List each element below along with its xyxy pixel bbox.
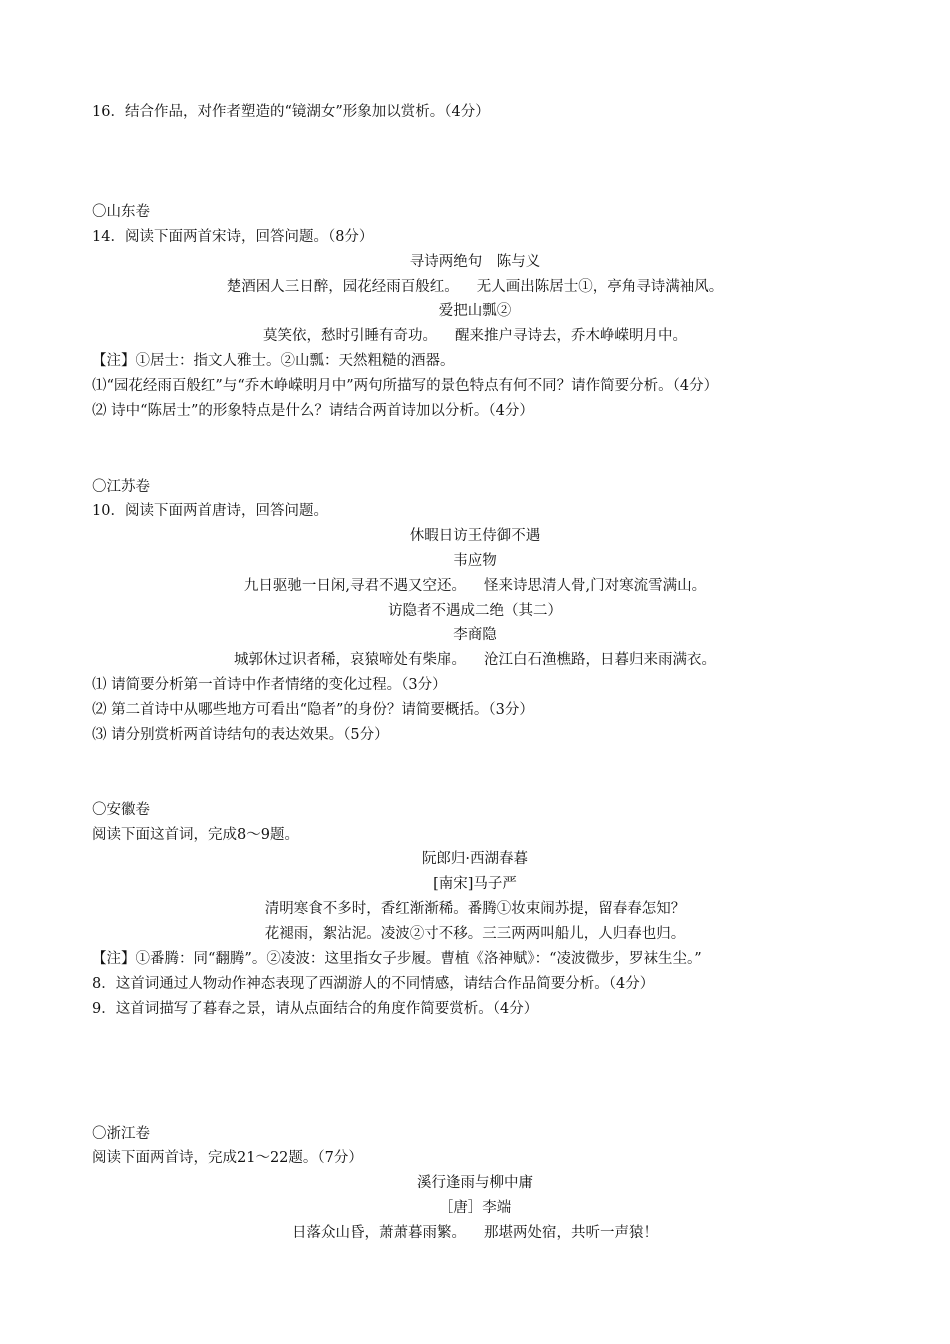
anhui-poem-title: 阮郎归·西湖春暮 [421, 851, 529, 867]
anhui-question-9: 9．这首词描写了暮春之景，请从点面结合的角度作简要赏析。（4分） [92, 1001, 539, 1017]
anhui-poem-author: [南宋]马子严 [433, 876, 517, 892]
jiangsu-question-10: 10．阅读下面两首唐诗，回答问题。 [92, 503, 328, 519]
anhui-question: 阅读下面这首词，完成8～9题。 [92, 827, 299, 843]
poem-line-a: 日落众山昏，萧萧暮雨繁。 [292, 1225, 466, 1241]
jiangsu-poem2-author: 李商隐 [453, 627, 497, 643]
jiangsu-poem2-title: 访隐者不遇成二绝（其二） [388, 603, 562, 619]
anhui-note: 【注】①番腾：同“翻腾”。②凌波：这里指女子步履。曹植《洛神赋》：“凌波微步，罗袜生尘。” [92, 951, 702, 967]
jiangsu-poem1-author: 韦应物 [453, 553, 497, 569]
poem-line-b: 沧江白石渔樵路，日暮归来雨满衣。 [484, 652, 716, 668]
zhejiang-header: 〇浙江卷 [92, 1126, 150, 1142]
zhejiang-poem-title: 溪行逢雨与柳中庸 [417, 1175, 533, 1191]
shandong-sub-question-2: ⑵ 诗中“陈居士”的形象特点是什么？请结合两首诗加以分析。（4分） [92, 403, 534, 419]
poem-line-a: 九日驱驰一日闲,寻君不遇又空还。 [243, 578, 466, 594]
jiangsu-sub-question-1: ⑴ 请简要分析第一首诗中作者情绪的变化过程。（3分） [92, 677, 447, 693]
anhui-header: 〇安徽卷 [92, 802, 150, 818]
shandong-question-14: 14．阅读下面两首宋诗，回答问题。（8分） [92, 229, 374, 245]
poem-line-b: 怪来诗思清人骨,门对寒流雪满山。 [484, 578, 707, 594]
poem-line-b: 那堪两处宿，共听一声猿！ [484, 1225, 658, 1241]
anhui-poem-line-1: 清明寒食不多时，香红渐渐稀。番腾①妆束闹苏提，留春春怎知？ [264, 901, 686, 917]
shandong-note: 【注】①居士：指文人雅士。②山瓢：天然粗糙的酒器。 [92, 353, 455, 369]
poem-line-b: 醒来推户寻诗去，乔木峥嵘明月中。 [455, 328, 687, 344]
shandong-header: 〇山东卷 [92, 204, 150, 220]
jiangsu-sub-question-2: ⑵ 第二首诗中从哪些地方可看出“隐者”的身份？请简要概括。（3分） [92, 702, 534, 718]
question-16: 16．结合作品，对作者塑造的“镜湖女”形象加以赏析。（4分） [92, 104, 490, 120]
poem-line-a: 楚酒困人三日醉，园花经雨百般红。 [226, 279, 459, 295]
shandong-poem2-line [0, 327, 950, 345]
jiangsu-poem1-title: 休暇日访王侍御不遇 [409, 528, 541, 544]
shandong-poem2-title: 爱把山瓢② [438, 303, 512, 319]
jiangsu-header: 〇江苏卷 [92, 479, 150, 495]
shandong-poem1-line [0, 278, 950, 296]
jiangsu-poem1-line [0, 577, 950, 595]
shandong-poem-title: 寻诗两绝句 陈与义 [409, 254, 541, 270]
poem-line-a: 莫笑依，愁时引睡有奇功。 [263, 328, 437, 344]
poem-line-b: 无人画出陈居士①，亭角寻诗满袖风。 [476, 279, 724, 295]
shandong-sub-question-1: ⑴“园花经雨百般红”与“乔木峥嵘明月中”两句所描写的景色特点有何不同？请作简要分析。（4分） [92, 378, 719, 394]
poem-line-a: 城郭休过识者稀，哀猿啼处有柴扉。 [234, 652, 466, 668]
anhui-question-8: 8．这首词通过人物动作神态表现了西湖游人的不同情感，请结合作品简要分析。（4分） [92, 976, 655, 992]
zhejiang-poem-line [0, 1224, 950, 1242]
zhejiang-question: 阅读下面两首诗，完成21～22题。（7分） [92, 1150, 363, 1166]
zhejiang-poem-author: ［唐］李端 [438, 1200, 512, 1216]
anhui-poem-line-2: 花褪雨，絮沾泥。凌波②寸不移。三三两两叫船儿，人归春也归。 [264, 926, 686, 942]
jiangsu-poem2-line [0, 651, 950, 669]
jiangsu-sub-question-3: ⑶ 请分别赏析两首诗结句的表达效果。（5分） [92, 727, 389, 743]
